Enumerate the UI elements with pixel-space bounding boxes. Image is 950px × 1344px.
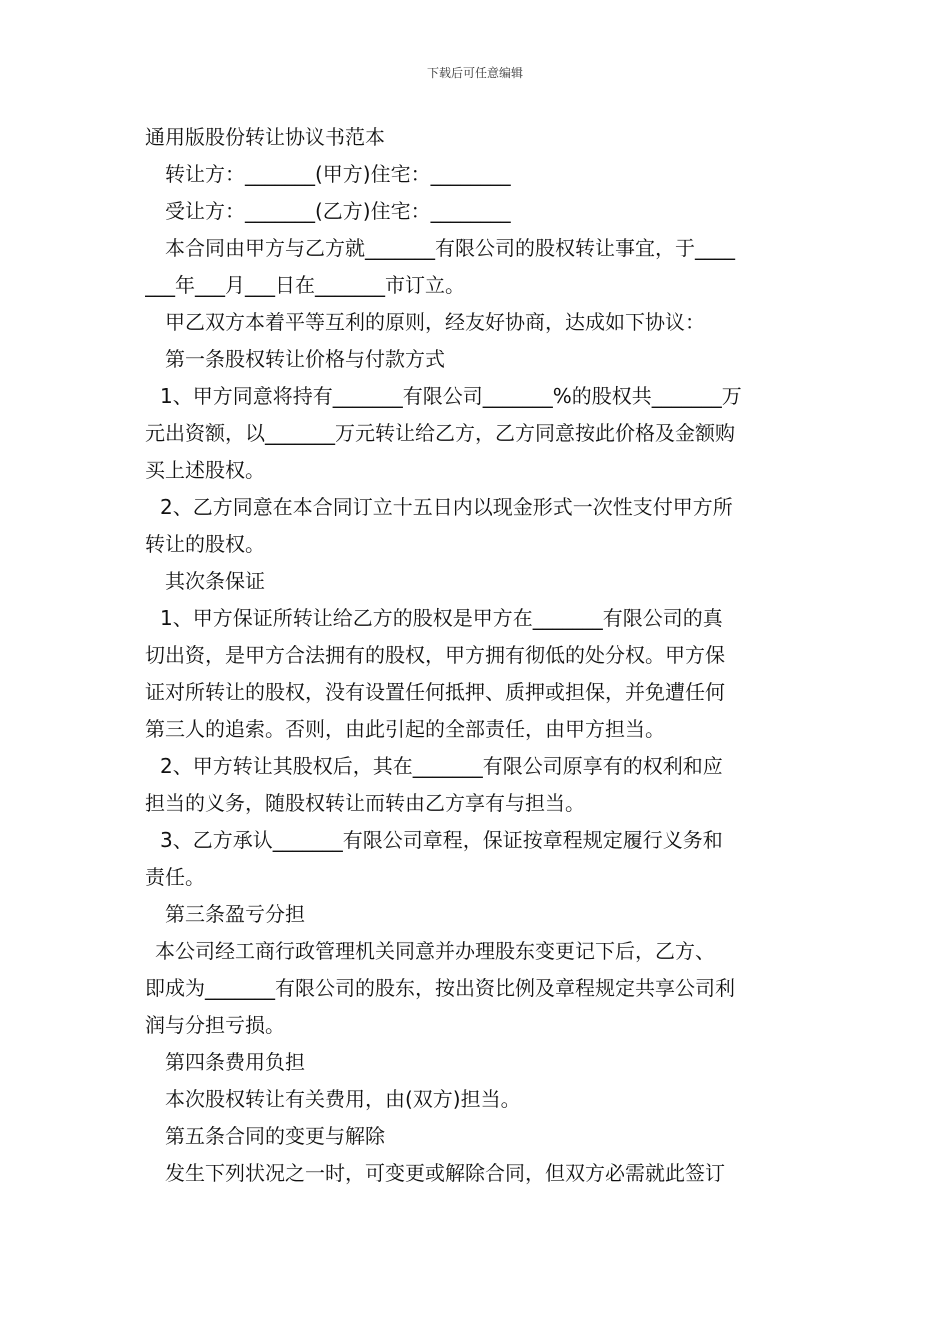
- paragraph-line: 发生下列状况之一时，可变更或解除合同，但双方必需就此签订: [165, 1161, 725, 1185]
- section-heading: 其次条保证: [165, 569, 265, 593]
- paragraph-line: 责任。: [145, 865, 205, 889]
- paragraph-line: 2、甲方转让其股权后，其在_______有限公司原享有的权利和应: [160, 754, 723, 778]
- transferee-line: 受让方：_______(乙方)住宅：________: [165, 199, 511, 223]
- paragraph-line: 转让的股权。: [145, 532, 265, 556]
- paragraph-line: 担当的义务，随股权转让而转由乙方享有与担当。: [145, 791, 585, 815]
- paragraph-line: 润与分担亏损。: [145, 1013, 285, 1037]
- document-title: 通用版股份转让协议书范本: [145, 125, 385, 149]
- paragraph-line: 3、乙方承认_______有限公司章程，保证按章程规定履行义务和: [160, 828, 723, 852]
- paragraph-line: 买上述股权。: [145, 458, 265, 482]
- transferor-line: 转让方：_______(甲方)住宅：________: [165, 162, 511, 186]
- paragraph-line: 甲乙双方本着平等互利的原则，经友好协商，达成如下协议：: [165, 310, 705, 334]
- paragraph-line: 本公司经工商行政管理机关同意并办理股东变更记下后，乙方、: [155, 939, 715, 963]
- paragraph-line: 2、乙方同意在本合同订立十五日内以现金形式一次性支付甲方所: [160, 495, 733, 519]
- paragraph-line: 第三人的追索。否则，由此引起的全部责任，由甲方担当。: [145, 717, 665, 741]
- paragraph-line: 元出资额，以_______万元转让给乙方，乙方同意按此价格及金额购: [145, 421, 735, 445]
- section-heading: 第一条股权转让价格与付款方式: [165, 347, 445, 371]
- paragraph-line: ___年___月___日在_______市订立。: [145, 273, 465, 297]
- section-heading: 第四条费用负担: [165, 1050, 305, 1074]
- document-body: [145, 119, 807, 1192]
- paragraph-line: 即成为_______有限公司的股东，按出资比例及章程规定共享公司利: [145, 976, 735, 1000]
- page-header-note: 下载后可任意编辑: [426, 66, 523, 80]
- section-heading: 第五条合同的变更与解除: [165, 1124, 385, 1148]
- paragraph-line: 1、甲方同意将持有_______有限公司_______%的股权共_______万: [160, 384, 742, 408]
- paragraph-line: 证对所转让的股权，没有设置任何抵押、质押或担保，并免遭任何: [145, 680, 725, 704]
- paragraph-line: 1、甲方保证所转让给乙方的股权是甲方在_______有限公司的真: [160, 606, 723, 630]
- paragraph-line: 本次股权转让有关费用，由(双方)担当。: [165, 1087, 521, 1111]
- paragraph-line: 切出资，是甲方合法拥有的股权，甲方拥有彻低的处分权。甲方保: [145, 643, 725, 667]
- section-heading: 第三条盈亏分担: [165, 902, 305, 926]
- paragraph-line: 本合同由甲方与乙方就_______有限公司的股权转让事宜，于____: [165, 236, 735, 260]
